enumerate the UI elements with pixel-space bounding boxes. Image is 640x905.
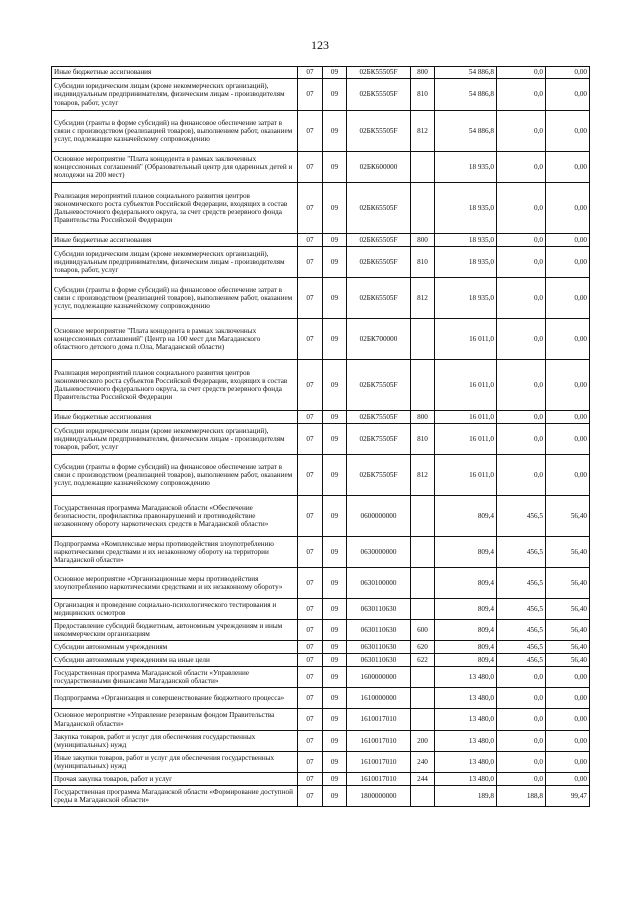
- row-subsection: 09: [323, 319, 347, 360]
- row-name: Иные бюджетные ассигнования: [52, 67, 298, 79]
- row-section: 07: [298, 79, 323, 111]
- row-target-article: 02БК75505F: [347, 455, 411, 496]
- row-plan-amount: 809,4: [435, 568, 497, 599]
- row-execution-percent: 56,40: [546, 537, 590, 568]
- row-target-article: 02БК75505F: [347, 411, 411, 424]
- row-target-article: 02БК75505F: [347, 424, 411, 455]
- row-executed-amount: 456,5: [497, 496, 546, 537]
- row-expense-type: 810: [411, 247, 435, 278]
- row-execution-percent: 56,40: [546, 496, 590, 537]
- row-expense-type: [411, 496, 435, 537]
- row-expense-type: [411, 599, 435, 620]
- row-expense-type: 620: [411, 641, 435, 654]
- row-subsection: 09: [323, 599, 347, 620]
- row-executed-amount: 456,5: [497, 537, 546, 568]
- row-name: Подпрограмма «Организация и совершенствование бюджетного процесса»: [52, 688, 298, 709]
- row-name: Субсидии (гранты в форме субсидий) на финансовое обеспечение затрат в связи с производством (реализацией товаров), выполнением работ, оказанием услуг, подлежащие казначейскому сопровождению: [52, 111, 298, 152]
- page-number: 123: [311, 38, 329, 52]
- row-execution-percent: 0,00: [546, 424, 590, 455]
- row-plan-amount: 13 480,0: [435, 688, 497, 709]
- row-execution-percent: 0,00: [546, 411, 590, 424]
- row-section: 07: [298, 360, 323, 411]
- row-plan-amount: 16 011,0: [435, 360, 497, 411]
- row-plan-amount: 18 935,0: [435, 247, 497, 278]
- row-expense-type: 800: [411, 67, 435, 79]
- row-name: Организация и проведение социально-психологического тестирования и медицинских осмотров: [52, 599, 298, 620]
- row-subsection: 09: [323, 667, 347, 688]
- row-expense-type: 200: [411, 731, 435, 752]
- row-expense-type: [411, 709, 435, 731]
- row-subsection: 09: [323, 752, 347, 773]
- row-name: Подпрограмма «Комплексные меры противодействия злоупотреблению наркотическими средствами и их незаконному обороту на территории Магаданской области»: [52, 537, 298, 568]
- row-executed-amount: 188,8: [497, 786, 546, 807]
- row-executed-amount: 0,0: [497, 424, 546, 455]
- budget-table: [51, 66, 590, 807]
- table-row: [52, 319, 590, 360]
- row-plan-amount: 18 935,0: [435, 152, 497, 183]
- row-plan-amount: 16 011,0: [435, 411, 497, 424]
- row-plan-amount: 809,4: [435, 537, 497, 568]
- row-executed-amount: 456,5: [497, 620, 546, 641]
- row-executed-amount: 0,0: [497, 709, 546, 731]
- row-section: 07: [298, 455, 323, 496]
- row-expense-type: [411, 152, 435, 183]
- row-executed-amount: 456,5: [497, 599, 546, 620]
- row-execution-percent: 0,00: [546, 360, 590, 411]
- row-name: Закупка товаров, работ и услуг для обеспечения государственных (муниципальных) нужд: [52, 731, 298, 752]
- table-row: [52, 537, 590, 568]
- row-plan-amount: 809,4: [435, 496, 497, 537]
- row-executed-amount: 0,0: [497, 183, 546, 234]
- row-section: 07: [298, 752, 323, 773]
- row-execution-percent: 56,40: [546, 568, 590, 599]
- row-expense-type: 600: [411, 620, 435, 641]
- row-section: 07: [298, 234, 323, 247]
- row-name: Субсидии автономным учреждениям на иные цели: [52, 654, 298, 667]
- row-executed-amount: 0,0: [497, 319, 546, 360]
- row-subsection: 09: [323, 152, 347, 183]
- row-subsection: 09: [323, 709, 347, 731]
- row-executed-amount: 0,0: [497, 247, 546, 278]
- row-expense-type: 810: [411, 79, 435, 111]
- row-section: 07: [298, 786, 323, 807]
- row-section: 07: [298, 667, 323, 688]
- table-row: [52, 360, 590, 411]
- row-target-article: 02БК65505F: [347, 278, 411, 319]
- table-row: [52, 411, 590, 424]
- table-row: [52, 688, 590, 709]
- row-expense-type: [411, 319, 435, 360]
- row-subsection: 09: [323, 79, 347, 111]
- row-expense-type: [411, 786, 435, 807]
- row-plan-amount: 13 480,0: [435, 667, 497, 688]
- row-section: 07: [298, 537, 323, 568]
- row-name: Основное мероприятие "Плата концедента в рамках заключенных концессионных соглашений" (Образовательный центр для одаренных детей и молодежи на 200 мест): [52, 152, 298, 183]
- row-expense-type: 240: [411, 752, 435, 773]
- row-section: 07: [298, 688, 323, 709]
- row-target-article: 02БК65505F: [347, 234, 411, 247]
- row-subsection: 09: [323, 568, 347, 599]
- row-plan-amount: 16 011,0: [435, 424, 497, 455]
- row-name: Основное мероприятие «Организационные меры противодействия злоупотреблению наркотическими средствами и их незаконному обороту»: [52, 568, 298, 599]
- row-expense-type: [411, 667, 435, 688]
- row-plan-amount: 13 480,0: [435, 773, 497, 786]
- row-executed-amount: 0,0: [497, 111, 546, 152]
- row-executed-amount: 0,0: [497, 67, 546, 79]
- table-row: [52, 620, 590, 641]
- row-target-article: 0600000000: [347, 496, 411, 537]
- row-target-article: 1600000000: [347, 667, 411, 688]
- row-expense-type: 800: [411, 234, 435, 247]
- row-plan-amount: 18 935,0: [435, 183, 497, 234]
- row-execution-percent: 0,00: [546, 709, 590, 731]
- row-plan-amount: 54 886,8: [435, 79, 497, 111]
- row-target-article: 0630110630: [347, 620, 411, 641]
- row-executed-amount: 0,0: [497, 752, 546, 773]
- row-section: 07: [298, 67, 323, 79]
- row-execution-percent: 0,00: [546, 247, 590, 278]
- row-executed-amount: 0,0: [497, 411, 546, 424]
- row-target-article: 02БК600000: [347, 152, 411, 183]
- row-subsection: 09: [323, 278, 347, 319]
- row-plan-amount: 189,8: [435, 786, 497, 807]
- row-execution-percent: 0,00: [546, 688, 590, 709]
- row-plan-amount: 809,4: [435, 599, 497, 620]
- row-executed-amount: 0,0: [497, 688, 546, 709]
- row-execution-percent: 0,00: [546, 773, 590, 786]
- row-executed-amount: 456,5: [497, 568, 546, 599]
- row-section: 07: [298, 152, 323, 183]
- row-target-article: 02БК65505F: [347, 247, 411, 278]
- row-target-article: 02БК65505F: [347, 183, 411, 234]
- row-executed-amount: 0,0: [497, 667, 546, 688]
- table-row: [52, 67, 590, 79]
- row-execution-percent: 0,00: [546, 731, 590, 752]
- table-row: [52, 786, 590, 807]
- row-section: 07: [298, 641, 323, 654]
- row-target-article: 02БК700000: [347, 319, 411, 360]
- row-execution-percent: 0,00: [546, 234, 590, 247]
- row-subsection: 09: [323, 424, 347, 455]
- row-section: 07: [298, 773, 323, 786]
- row-subsection: 09: [323, 411, 347, 424]
- row-name: Основное мероприятие "Плата концедента в рамках заключенных концессионных соглашений" (Центр на 100 мест для Магаданского областного детского дома п.Ола, Магаданской области): [52, 319, 298, 360]
- row-target-article: 0630100000: [347, 568, 411, 599]
- table-row: [52, 424, 590, 455]
- row-execution-percent: 0,00: [546, 319, 590, 360]
- table-row: [52, 79, 590, 111]
- row-execution-percent: 56,40: [546, 641, 590, 654]
- row-expense-type: 812: [411, 278, 435, 319]
- row-section: 07: [298, 319, 323, 360]
- row-name: Реализация мероприятий планов социального развития центров экономического роста субъектов Российской Федерации, входящих в состав Дальневосточного федерального округа, за счет средств резервного фонда Правительства Российской Федерации: [52, 183, 298, 234]
- row-execution-percent: 0,00: [546, 111, 590, 152]
- row-name: Субсидии юридическим лицам (кроме некоммерческих организаций), индивидуальным предпринимателям, физическим лицам - производителям товаров, работ, услуг: [52, 424, 298, 455]
- row-target-article: 0630110630: [347, 599, 411, 620]
- row-name: Государственная программа Магаданской области «Формирование доступной среды в Магаданской области»: [52, 786, 298, 807]
- row-target-article: 1800000000: [347, 786, 411, 807]
- row-section: 07: [298, 424, 323, 455]
- row-section: 07: [298, 568, 323, 599]
- row-plan-amount: 18 935,0: [435, 278, 497, 319]
- row-plan-amount: 54 886,8: [435, 67, 497, 79]
- row-subsection: 09: [323, 773, 347, 786]
- row-subsection: 09: [323, 496, 347, 537]
- row-subsection: 09: [323, 786, 347, 807]
- row-target-article: 1610000000: [347, 688, 411, 709]
- table-row: [52, 599, 590, 620]
- row-section: 07: [298, 411, 323, 424]
- row-execution-percent: 0,00: [546, 667, 590, 688]
- table-row: [52, 496, 590, 537]
- row-section: 07: [298, 496, 323, 537]
- row-plan-amount: 13 480,0: [435, 752, 497, 773]
- row-plan-amount: 54 886,8: [435, 111, 497, 152]
- row-section: 07: [298, 183, 323, 234]
- row-target-article: 02БК55505F: [347, 79, 411, 111]
- row-executed-amount: 0,0: [497, 234, 546, 247]
- row-execution-percent: 0,00: [546, 752, 590, 773]
- row-subsection: 09: [323, 537, 347, 568]
- row-target-article: 1610017010: [347, 752, 411, 773]
- row-section: 07: [298, 620, 323, 641]
- row-plan-amount: 809,4: [435, 620, 497, 641]
- table-row: [52, 183, 590, 234]
- row-target-article: 02БК55505F: [347, 67, 411, 79]
- row-name: Субсидии юридическим лицам (кроме некоммерческих организаций), индивидуальным предпринимателям, физическим лицам - производителям товаров, работ, услуг: [52, 79, 298, 111]
- row-execution-percent: 0,00: [546, 455, 590, 496]
- row-plan-amount: 18 935,0: [435, 234, 497, 247]
- row-subsection: 09: [323, 731, 347, 752]
- row-execution-percent: 0,00: [546, 67, 590, 79]
- row-expense-type: [411, 360, 435, 411]
- row-expense-type: 622: [411, 654, 435, 667]
- row-executed-amount: 456,5: [497, 654, 546, 667]
- row-name: Предоставление субсидий бюджетным, автономным учреждениям и иным некоммерческим организациям: [52, 620, 298, 641]
- row-execution-percent: 99,47: [546, 786, 590, 807]
- row-expense-type: 810: [411, 424, 435, 455]
- row-expense-type: [411, 688, 435, 709]
- row-execution-percent: 56,40: [546, 620, 590, 641]
- row-subsection: 09: [323, 183, 347, 234]
- row-name: Прочая закупка товаров, работ и услуг: [52, 773, 298, 786]
- row-subsection: 09: [323, 455, 347, 496]
- row-target-article: 02БК55505F: [347, 111, 411, 152]
- budget-table-body: [52, 67, 590, 807]
- row-executed-amount: 0,0: [497, 278, 546, 319]
- row-subsection: 09: [323, 360, 347, 411]
- row-name: Иные бюджетные ассигнования: [52, 411, 298, 424]
- row-target-article: 1610017010: [347, 709, 411, 731]
- row-executed-amount: 456,5: [497, 641, 546, 654]
- row-executed-amount: 0,0: [497, 79, 546, 111]
- table-row: [52, 667, 590, 688]
- table-row: [52, 654, 590, 667]
- row-subsection: 09: [323, 654, 347, 667]
- row-expense-type: 800: [411, 411, 435, 424]
- row-name: Субсидии (гранты в форме субсидий) на финансовое обеспечение затрат в связи с производством (реализацией товаров), выполнением работ, оказанием услуг, подлежащие казначейскому сопровождению: [52, 278, 298, 319]
- table-row: [52, 709, 590, 731]
- row-plan-amount: 16 011,0: [435, 319, 497, 360]
- row-name: Основное мероприятие «Управление резервным фондом Правительства Магаданской области»: [52, 709, 298, 731]
- row-subsection: 09: [323, 234, 347, 247]
- row-name: Иные бюджетные ассигнования: [52, 234, 298, 247]
- table-row: [52, 773, 590, 786]
- row-executed-amount: 0,0: [497, 731, 546, 752]
- row-name: Субсидии (гранты в форме субсидий) на финансовое обеспечение затрат в связи с производством (реализацией товаров), выполнением работ, оказанием услуг, подлежащие казначейскому сопровождению: [52, 455, 298, 496]
- row-plan-amount: 13 480,0: [435, 709, 497, 731]
- row-section: 07: [298, 709, 323, 731]
- row-expense-type: 244: [411, 773, 435, 786]
- row-subsection: 09: [323, 688, 347, 709]
- table-row: [52, 641, 590, 654]
- row-section: 07: [298, 278, 323, 319]
- row-subsection: 09: [323, 641, 347, 654]
- row-executed-amount: 0,0: [497, 773, 546, 786]
- row-section: 07: [298, 731, 323, 752]
- row-section: 07: [298, 599, 323, 620]
- row-name: Государственная программа Магаданской области «Управление государственными финансами Магаданской области»: [52, 667, 298, 688]
- row-plan-amount: 809,4: [435, 654, 497, 667]
- row-expense-type: [411, 183, 435, 234]
- row-name: Государственная программа Магаданской области «Обеспечение безопасности, профилактика правонарушений и противодействие незаконному обороту наркотических средств в Магаданской области»: [52, 496, 298, 537]
- row-expense-type: [411, 537, 435, 568]
- table-row: [52, 752, 590, 773]
- row-execution-percent: 56,40: [546, 654, 590, 667]
- row-subsection: 09: [323, 111, 347, 152]
- row-target-article: 1610017010: [347, 731, 411, 752]
- row-target-article: 0630110630: [347, 641, 411, 654]
- row-plan-amount: 16 011,0: [435, 455, 497, 496]
- table-row: [52, 247, 590, 278]
- row-target-article: 0630110630: [347, 654, 411, 667]
- row-subsection: 09: [323, 67, 347, 79]
- row-expense-type: [411, 568, 435, 599]
- row-executed-amount: 0,0: [497, 455, 546, 496]
- row-name: Субсидии юридическим лицам (кроме некоммерческих организаций), индивидуальным предпринимателям, физическим лицам - производителям товаров, работ, услуг: [52, 247, 298, 278]
- row-executed-amount: 0,0: [497, 152, 546, 183]
- row-subsection: 09: [323, 620, 347, 641]
- table-row: [52, 111, 590, 152]
- row-subsection: 09: [323, 247, 347, 278]
- row-name: Реализация мероприятий планов социального развития центров экономического роста субъектов Российской Федерации, входящих в состав Дальневосточного федерального округа, за счет средств резервного фонда Правительства Российской Федерации: [52, 360, 298, 411]
- row-target-article: 02БК75505F: [347, 360, 411, 411]
- row-target-article: 0630000000: [347, 537, 411, 568]
- row-execution-percent: 56,40: [546, 599, 590, 620]
- table-row: [52, 234, 590, 247]
- row-execution-percent: 0,00: [546, 278, 590, 319]
- row-section: 07: [298, 111, 323, 152]
- row-section: 07: [298, 247, 323, 278]
- row-name: Субсидии автономным учреждениям: [52, 641, 298, 654]
- row-plan-amount: 809,4: [435, 641, 497, 654]
- table-row: [52, 278, 590, 319]
- table-row: [52, 731, 590, 752]
- table-row: [52, 152, 590, 183]
- row-plan-amount: 13 480,0: [435, 731, 497, 752]
- table-row: [52, 455, 590, 496]
- row-target-article: 1610017010: [347, 773, 411, 786]
- row-execution-percent: 0,00: [546, 183, 590, 234]
- row-expense-type: 812: [411, 455, 435, 496]
- row-execution-percent: 0,00: [546, 79, 590, 111]
- table-row: [52, 568, 590, 599]
- row-executed-amount: 0,0: [497, 360, 546, 411]
- row-expense-type: 812: [411, 111, 435, 152]
- row-name: Иные закупки товаров, работ и услуг для обеспечения государственных (муниципальных) нужд: [52, 752, 298, 773]
- row-execution-percent: 0,00: [546, 152, 590, 183]
- row-section: 07: [298, 654, 323, 667]
